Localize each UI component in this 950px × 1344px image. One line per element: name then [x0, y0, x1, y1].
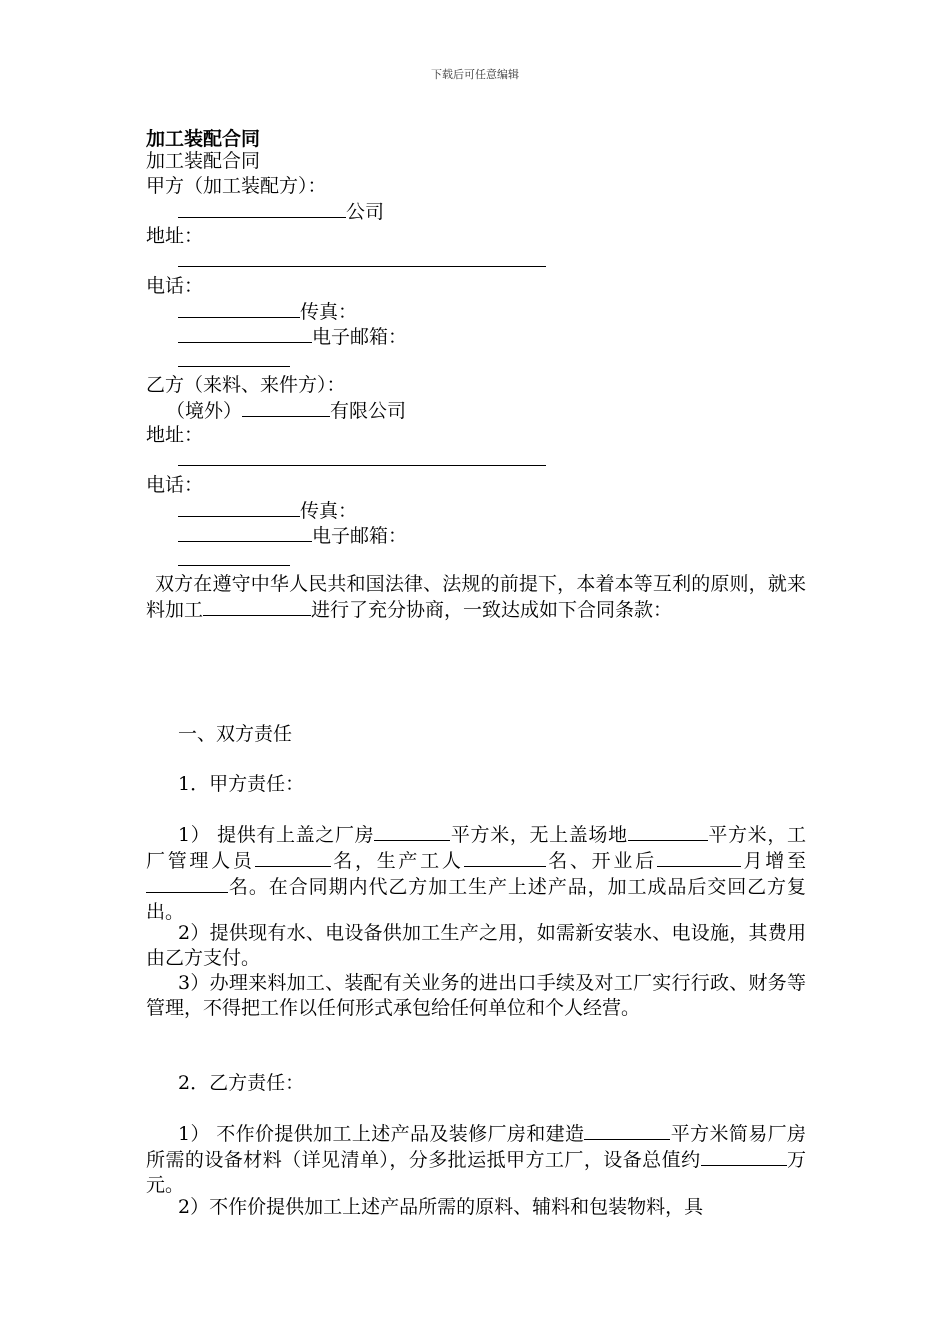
- party-a-fax-line: [178, 299, 357, 325]
- party-b-phone-label: 电话：: [146, 474, 204, 496]
- party-a-email-line: [178, 324, 407, 350]
- party-a-address-label: 地址：: [146, 225, 204, 247]
- party-a-address-line: [178, 248, 546, 274]
- party-b-duty-1: [146, 1121, 806, 1198]
- party-a-phone-label: 电话：: [146, 275, 204, 297]
- party-b-fax-label: 传真：: [300, 500, 358, 522]
- header-note: 下载后可任意编辑: [431, 68, 519, 81]
- intro-part1: 双方在遵守中华人民共和国法律、法规的前提下，本着本等互利的原则，就来料加工: [146, 573, 806, 621]
- party-b-email-line: [178, 523, 407, 549]
- party-b-duties-heading: 2．乙方责任：: [178, 1072, 305, 1094]
- duty1-text-5: 名、开业后: [545, 850, 657, 872]
- party-a-company-suffix: 公司: [346, 201, 385, 223]
- party-b-duty-2: 2）不作价提供加工上述产品所需的原料、辅料和包装物料，具: [178, 1196, 704, 1218]
- party-a-email-label: 电子邮箱：: [312, 326, 408, 348]
- party-b-company-suffix: 有限公司: [330, 400, 407, 422]
- party-a-label: 甲方（加工装配方）：: [146, 175, 327, 197]
- party-b-company-line: [166, 398, 406, 424]
- party-a-email-blank: [178, 348, 290, 367]
- section1-heading: 一、双方责任: [178, 723, 293, 745]
- party-a-fax-blank: [178, 324, 312, 343]
- b-duty1-text-2: 平方米简易厂房所需的设备材料（详见清单），分多批运抵甲方工厂，设备总值约: [146, 1123, 806, 1171]
- duty1-text-3: 平方米，工厂管理人员: [146, 824, 806, 872]
- duty1-text-6: 月增至: [740, 850, 806, 872]
- party-b-email-blank: [178, 547, 290, 566]
- party-b-label: 乙方（来料、来件方）：: [146, 374, 346, 396]
- party-a-company-blank: [178, 199, 346, 218]
- party-a-fax-label: 传真：: [300, 301, 358, 323]
- duty1-text-1: 1） 提供有上盖之厂房: [178, 824, 375, 846]
- party-a-company-line: [178, 199, 384, 225]
- party-b-address-blank: [178, 447, 546, 466]
- party-a-duty-1: [146, 822, 806, 925]
- duty1-text-7: 名。在合同期内代乙方加工生产上述产品，加工成品后交回乙方复出。: [146, 876, 806, 923]
- duty1-blank-1: [374, 822, 450, 841]
- b-duty1-text-3: 万元。: [146, 1149, 806, 1196]
- party-b-fax-line: [178, 498, 357, 524]
- party-b-email-label: 电子邮箱：: [312, 525, 408, 547]
- duty1-blank-6: [146, 874, 228, 893]
- party-a-duties-heading: 1．甲方责任：: [178, 773, 305, 795]
- intro-paragraph: [146, 572, 806, 623]
- party-b-region-prefix: （境外）: [166, 400, 243, 422]
- duty1-text-2: 平方米，无上盖场地: [450, 824, 628, 846]
- subtitle: 加工装配合同: [146, 150, 261, 172]
- intro-blank: [203, 597, 311, 616]
- party-b-email-blank-line: [178, 547, 290, 573]
- b-duty1-blank-2: [701, 1147, 787, 1166]
- party-a-phone-blank: [178, 299, 300, 318]
- duty1-blank-3: [255, 848, 331, 867]
- duty1-blank-5: [657, 848, 741, 867]
- b-duty1-text-1: 1） 不作价提供加工上述产品及装修厂房和建造: [178, 1123, 585, 1145]
- party-a-email-blank-line: [178, 348, 290, 374]
- party-a-address-blank: [178, 248, 546, 267]
- party-a-duty-3: 3）办理来料加工、装配有关业务的进出口手续及对工厂实行行政、财务等管理，不得把工作以任何形式承包给任何单位和个人经营。: [146, 972, 806, 1019]
- party-b-fax-blank: [178, 523, 312, 542]
- duty1-blank-2: [628, 822, 708, 841]
- party-b-address-label: 地址：: [146, 424, 204, 446]
- party-b-address-line: [178, 447, 546, 473]
- party-b-phone-blank: [178, 498, 300, 517]
- intro-part2: 进行了充分协商，一致达成如下合同条款：: [311, 599, 673, 621]
- b-duty1-blank-1: [584, 1121, 670, 1140]
- party-b-company-blank: [242, 398, 330, 417]
- party-a-duty-2: 2）提供现有水、电设备供加工生产之用，如需新安装水、电设施，其费用由乙方支付。: [146, 922, 806, 969]
- page-title: 加工装配合同: [146, 128, 261, 150]
- duty1-text-4: 名，生产工人: [330, 850, 464, 872]
- duty1-blank-4: [464, 848, 546, 867]
